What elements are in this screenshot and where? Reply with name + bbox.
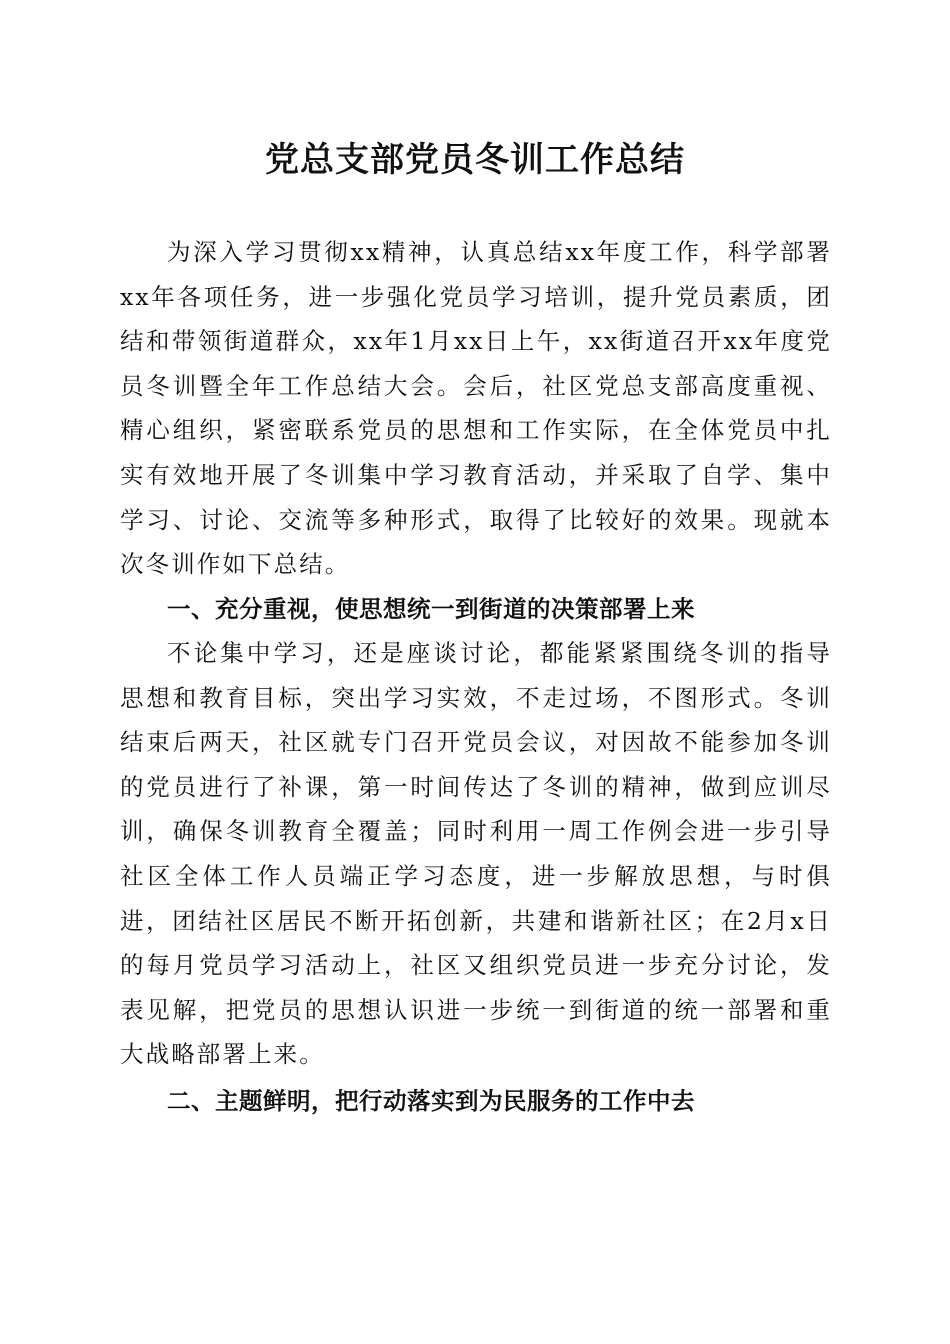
section-2-heading: 二、主题鲜明，把行动落实到为民服务的工作中去	[167, 1087, 695, 1115]
section-1-paragraph: 不论集中学习，还是座谈讨论，都能紧紧围绕冬训的指导思想和教育目标，突出学习实效，不走过场，不图形式。冬训结束后两天，社区就专门召开党员会议，对因故不能参加冬训的党员进行了补课，第一时间传达了冬训的精神，做到应训尽训，确保冬训教育全覆盖；同时利用一周工作例会进一步引导社区全体工作人员端正学习态度，进一步解放思想，与时俱进，团结社区居民不断开拓创新，共建和谐新社区；在2月x日的每月党员学习活动上，社区又组织党员进一步充分讨论，发表见解，把党员的思想认识进一步统一到街道的统一部署和重大战略部署上来。	[120, 639, 832, 1069]
document-title: 党总支部党员冬训工作总结	[265, 140, 685, 180]
intro-paragraph: 为深入学习贯彻xx精神，认真总结xx年度工作，科学部署xx年各项任务，进一步强化党员学习培训，提升党员素质，团结和带领街道群众，xx年1月xx日上午，xx街道召开xx年度党员冬训暨全年工作总结大会。会后，社区党总支部高度重视、精心组织，紧密联系党员的思想和工作实际，在全体党员中扎实有效地开展了冬训集中学习教育活动，并采取了自学、集中学习、讨论、交流等多种形式，取得了比较好的效果。现就本次冬训作如下总结。	[120, 238, 832, 579]
section-1-heading: 一、充分重视，使思想统一到街道的决策部署上来	[167, 595, 695, 623]
